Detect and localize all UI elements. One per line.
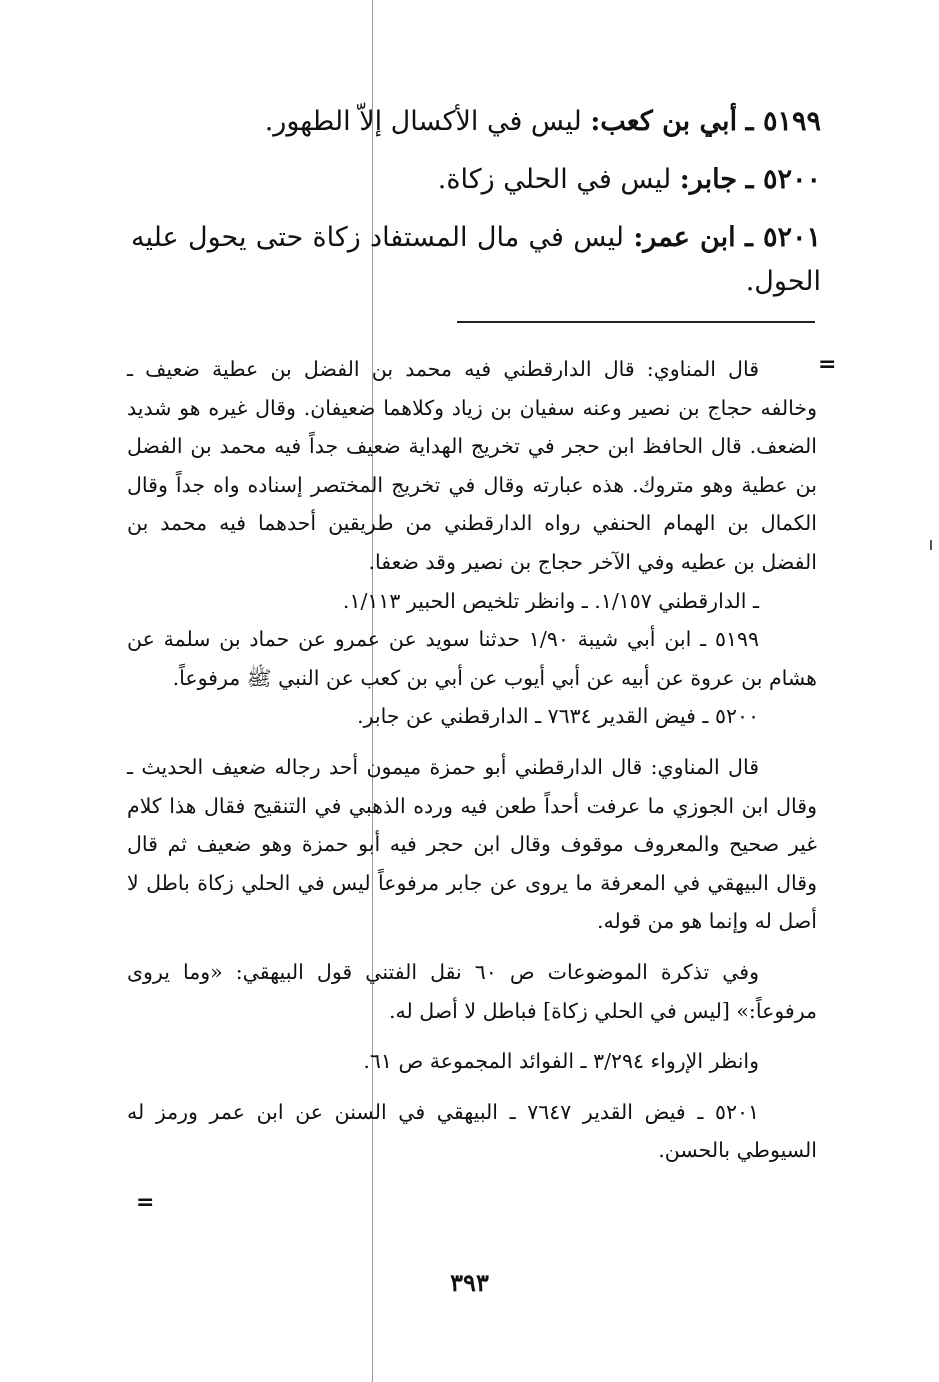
page-number: ٣٩٣ xyxy=(450,1268,489,1297)
scan-edge-mark xyxy=(930,540,932,550)
entry-number: ٥١٩٩ ـ xyxy=(745,106,821,137)
entry-narrator: ابن عمر: xyxy=(633,222,736,253)
entry-number: ٥٢٠٠ ـ xyxy=(745,164,821,195)
hadith-entry-5201 xyxy=(131,216,821,304)
footnote-paragraph: ٥٢٠١ ـ فيض القدير ٧٦٤٧ ـ البيهقي في السنن عن ابن عمر ورمز له السيوطي بالحسن. xyxy=(127,1099,817,1163)
hadith-entry-5199 xyxy=(131,100,821,144)
entry-text: ليس في الحلي زكاة. xyxy=(437,164,672,195)
entry-number: ٥٢٠١ ـ xyxy=(744,222,822,253)
footnote-paragraph: وفي تذكرة الموضوعات ص ٦٠ نقل الفتني قول البيهقي: «وما يروى مرفوعاً:» [ليس في الحلي زكاة] فباطل لا أصل له. xyxy=(127,959,817,1023)
footnote-paragraph: ـ الدارقطني ١/١٥٧. ـ وانظر تلخيص الحبير ١/١١٣. xyxy=(342,588,759,613)
entry-text: ليس في الأكسال إلاّ الطهور. xyxy=(264,106,582,137)
footnote-paragraph: وانظر الإرواء ٣/٢٩٤ ـ الفوائد المجموعة ص ٦١. xyxy=(363,1049,759,1074)
footnotes xyxy=(127,350,817,1170)
footnote-paragraph: ٥٢٠٠ ـ فيض القدير ٧٦٣٤ ـ الدارقطني عن جابر. xyxy=(357,704,759,729)
footnote-paragraph: قال المناوي: قال الدارقطني أبو حمزة ميمون أحد رجاله ضعيف الحديث ـ وقال ابن الجوزي ما عرفت أحداً طعن فيه ورده الذهبي في التنقيح فقال هذا كلام غير صحيح والمعروف موقوف وقال ابن حجر فيه أبو حمزة وهو ضعيف ثم قال وقال البيهقي في المعرفة ما يروى عن جابر مرفوعاً ليس في الحلي زكاة باطل لا أصل له وإنما هو من قوله. xyxy=(127,754,817,934)
footnote-paragraph: قال المناوي: قال الدارقطني فيه محمد بن الفضل بن عطية ضعيف ـ وخالفه حجاج بن نصير وعنه سفيان بن زياد وكلاهما ضعيفان. وقال غيره هو شديد الضعف. قال الحافظ ابن حجر في تخريج الهداية ضعيف جداً فيه محمد بن الفضل بن عطية وهو متروك. هذه عبارته وقال في تخريج المختصر إسناده واه جداً وقال الكمال بن الهمام الحنفي رواه الدارقطني من طريقين أحدهما فيه محمد بن الفضل بن عطيه وفي الآخر حجاج بن نصير وقد ضعفا. xyxy=(127,357,817,574)
entry-narrator: جابر: xyxy=(679,164,738,195)
continuation-marker: = xyxy=(818,352,837,377)
main-text xyxy=(131,100,821,318)
footnote-paragraph: ٥١٩٩ ـ ابن أبي شيبة ١/٩٠ حدثنا سويد عن عمرو عن حماد بن سلمة عن هشام بن عروة عن أبيه عن أبي أيوب عن أبي بن كعب عن النبي ﷺ مرفوعاً. xyxy=(127,627,817,690)
end-marker: = xyxy=(136,1190,155,1215)
hadith-entry-5200 xyxy=(131,158,821,202)
footnote-separator xyxy=(457,321,815,323)
entry-narrator: أبي بن كعب: xyxy=(590,106,738,137)
entry-text: ليس في مال المستفاد زكاة حتى يحول عليه الحول. xyxy=(131,222,821,297)
